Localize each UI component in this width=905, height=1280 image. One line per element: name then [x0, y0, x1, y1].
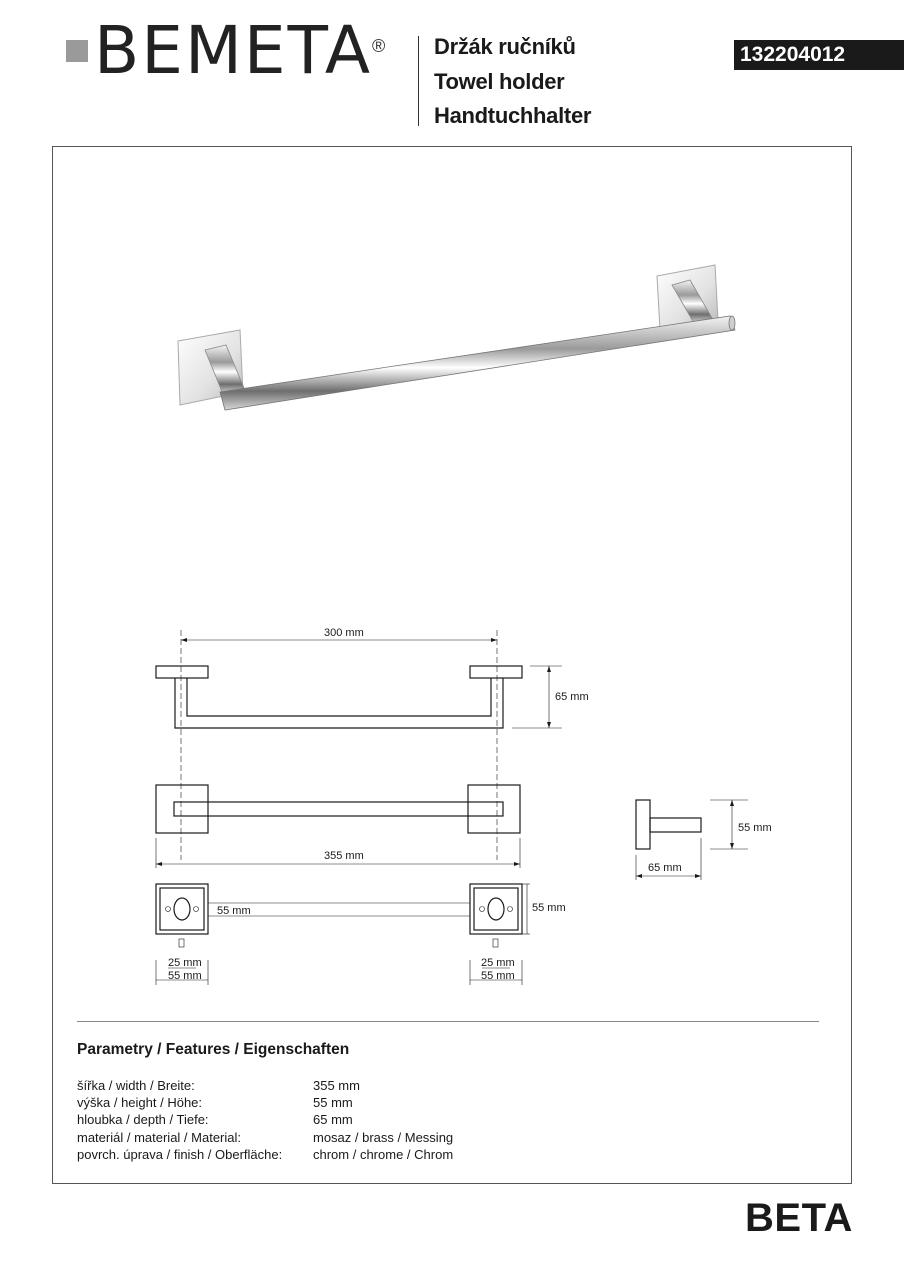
- dim-65-label: 65 mm: [555, 691, 589, 703]
- detail-right-screw-a: [480, 907, 485, 912]
- dim-355-label: 355 mm: [324, 850, 364, 862]
- side-view-arm: [650, 818, 701, 832]
- front-view-left-plate: [156, 785, 208, 833]
- spec-value: 55 mm: [313, 1095, 353, 1110]
- dim-side-65-label: 65 mm: [648, 862, 682, 874]
- dim-bar-55-label: 55 mm: [217, 905, 251, 917]
- spec-row-finish: [77, 1147, 577, 1164]
- features-separator: [77, 1021, 819, 1022]
- spec-label: šířka / width / Breite:: [77, 1078, 195, 1093]
- title-german: Handtuchhalter: [434, 103, 592, 128]
- top-view-left-plate: [156, 666, 208, 678]
- spec-value: chrom / chrome / Chrom: [313, 1147, 454, 1162]
- series-name: BETA: [745, 1196, 853, 1240]
- spec-row-width: [77, 1078, 577, 1095]
- detail-left-plate-inner: [160, 888, 204, 930]
- detail-right-anchor: [493, 939, 498, 947]
- dim-right-hole-25-label: 25 mm: [481, 957, 515, 969]
- spec-value: 65 mm: [313, 1112, 353, 1127]
- side-view-plate: [636, 800, 650, 849]
- product-code: 132204012: [734, 40, 904, 70]
- spec-value: mosaz / brass / Messing: [313, 1130, 454, 1145]
- front-view-bar: [174, 802, 503, 816]
- spec-row-material: [77, 1130, 577, 1147]
- spec-label: výška / height / Höhe:: [77, 1095, 203, 1110]
- spec-row-depth: [77, 1112, 577, 1129]
- dim-right-plate-55-label: 55 mm: [532, 902, 566, 914]
- spec-row-height: [77, 1095, 577, 1112]
- spec-label: materiál / material / Material:: [77, 1130, 241, 1145]
- registered-mark: ®: [372, 36, 386, 56]
- dim-side-55-label: 55 mm: [738, 822, 772, 834]
- spec-label: povrch. úprava / finish / Oberfläche:: [77, 1147, 283, 1162]
- dim-300-label: 300 mm: [324, 627, 364, 639]
- detail-left-screw-b: [194, 907, 199, 912]
- detail-right-screw-b: [508, 907, 513, 912]
- detail-left-plate-outer: [156, 884, 208, 934]
- detail-left-hole: [174, 898, 190, 920]
- detail-right-plate-inner: [474, 888, 518, 930]
- spec-label: hloubka / depth / Tiefe:: [77, 1112, 209, 1127]
- detail-left-anchor: [179, 939, 184, 947]
- title-czech: Držák ručníků: [434, 34, 576, 59]
- title-english: Towel holder: [434, 69, 565, 94]
- front-view-right-plate: [468, 785, 520, 833]
- detail-right-hole: [488, 898, 504, 920]
- dim-right-plate-w-55-label: 55 mm: [481, 970, 515, 982]
- dim-left-plate-55-label: 55 mm: [168, 970, 202, 982]
- brand-logo: BEMETA: [94, 12, 372, 89]
- top-view-right-plate: [470, 666, 522, 678]
- features-title: Parametry / Features / Eigenschaften: [77, 1041, 350, 1058]
- detail-left-screw-a: [166, 907, 171, 912]
- spec-value: 355 mm: [313, 1078, 360, 1093]
- dim-left-hole-25-label: 25 mm: [168, 957, 202, 969]
- detail-right-plate-outer: [470, 884, 522, 934]
- top-view-bar: [175, 678, 503, 728]
